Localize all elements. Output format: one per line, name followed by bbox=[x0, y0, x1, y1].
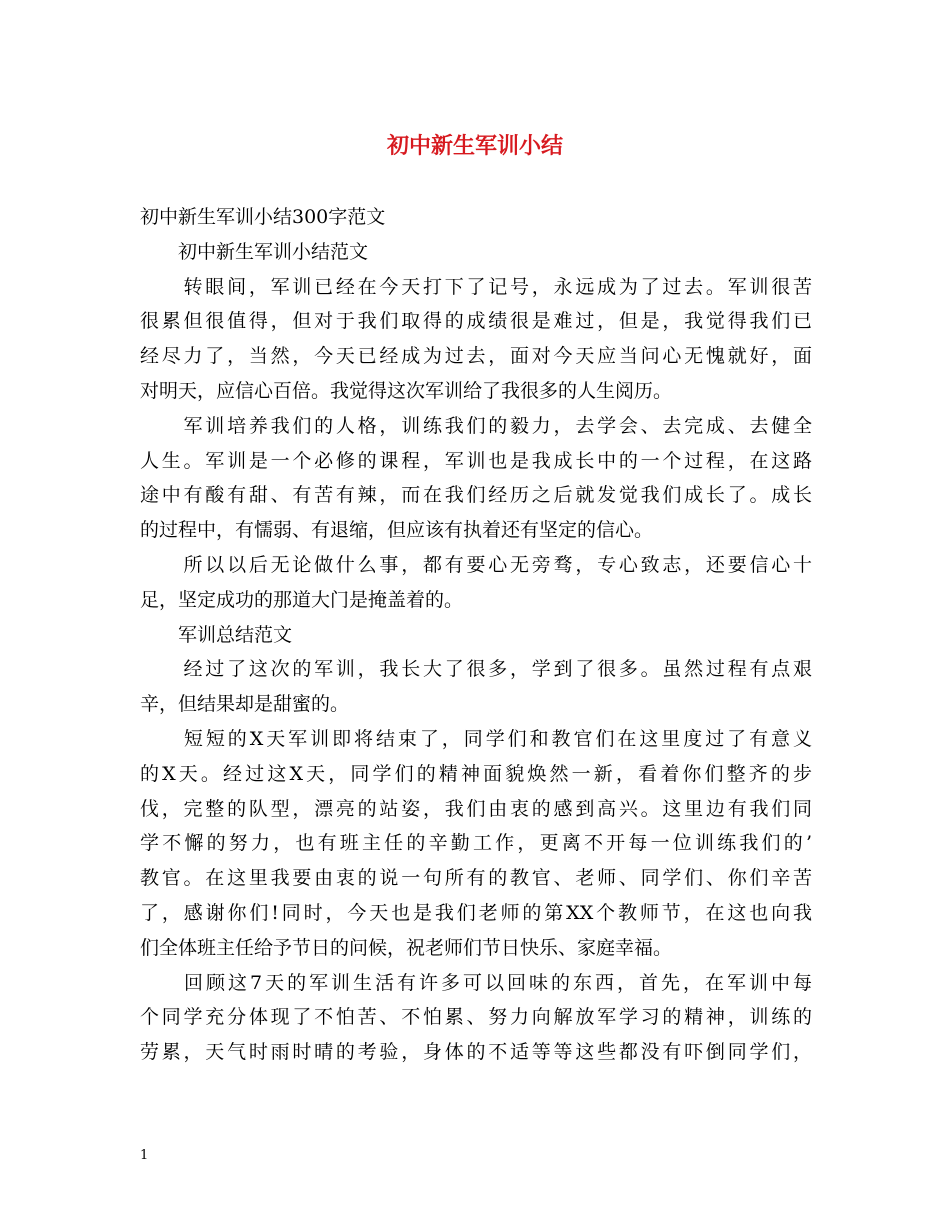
body-line: 对明天，应信心百倍。我觉得这次军训给了我很多的人生阅历。 bbox=[140, 379, 673, 402]
body-line: 很累但很值得，但对于我们取得的成绩很是难过，但是，我觉得我们已 bbox=[140, 310, 812, 333]
body-line: 学不懈的努力，也有班主任的辛勤工作，更离不开每一位训练我们的’ bbox=[140, 832, 812, 855]
body-line: 回顾这7天的军训生活有许多可以回味的东西，首先，在军训中每 bbox=[140, 971, 812, 994]
body-line: 足，坚定成功的那道大门是掩盖着的。 bbox=[140, 588, 464, 611]
body-line: 转眼间，军训已经在今天打下了记号，永远成为了过去。军训很苦 bbox=[140, 275, 812, 298]
body-line: 伐，完整的队型，漂亮的站姿，我们由衷的感到高兴。这里边有我们同 bbox=[140, 797, 812, 820]
document-title: 初中新生军训小结 bbox=[386, 133, 563, 159]
body-line: 初中新生军训小结范文 bbox=[140, 240, 369, 263]
body-line: 了，感谢你们!同时，今天也是我们老师的第XX个教师节，在这也向我 bbox=[140, 901, 812, 924]
body-line: 辛，但结果却是甜蜜的。 bbox=[140, 693, 350, 716]
body-line: 们全体班主任给予节日的问候，祝老师们节日快乐、家庭幸福。 bbox=[140, 936, 673, 959]
body-line: 途中有酸有甜、有苦有辣，而在我们经历之后就发觉我们成长了。成长 bbox=[140, 484, 812, 507]
body-line: 军训培养我们的人格，训练我们的毅力，去学会、去完成、去健全 bbox=[140, 414, 812, 437]
body-line: 初中新生军训小结300字范文 bbox=[140, 206, 386, 228]
document-body bbox=[140, 200, 812, 1070]
body-line: 个同学充分体现了不怕苦、不怕累、努力向解放军学习的精神，训练的 bbox=[140, 1006, 812, 1029]
body-line: 劳累，天气时雨时晴的考验，身体的不适等等这些都没有吓倒同学们， bbox=[140, 1041, 812, 1064]
body-line: 经过了这次的军训，我长大了很多，学到了很多。虽然过程有点艰 bbox=[140, 658, 812, 681]
body-line: 人生。军训是一个必修的课程，军训也是我成长中的一个过程，在这路 bbox=[140, 449, 812, 472]
body-line: 所以以后无论做什么事，都有要心无旁骛，专心致志，还要信心十 bbox=[140, 553, 812, 576]
body-line: 教官。在这里我要由衷的说一句所有的教官、老师、同学们、你们辛苦 bbox=[140, 867, 812, 890]
body-line: 的过程中，有懦弱、有退缩，但应该有执着还有坚定的信心。 bbox=[140, 519, 654, 542]
body-line: 军训总结范文 bbox=[140, 623, 293, 646]
body-line: 经尽力了，当然，今天已经成为过去，面对今天应当问心无愧就好，面 bbox=[140, 345, 812, 368]
body-line: 的X天。经过这X天，同学们的精神面貌焕然一新，看着你们整齐的步 bbox=[140, 762, 812, 785]
body-line: 短短的X天军训即将结束了，同学们和教官们在这里度过了有意义 bbox=[140, 727, 812, 750]
page-number: 1 bbox=[140, 1148, 149, 1163]
